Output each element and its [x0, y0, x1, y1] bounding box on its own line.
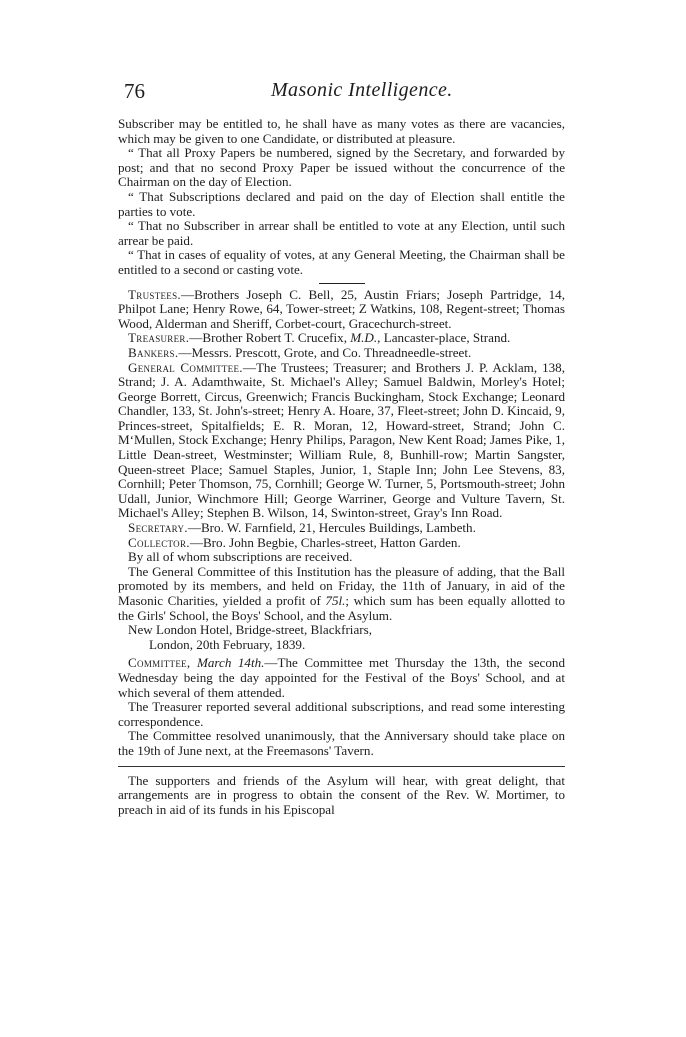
treasurer-paragraph [118, 331, 565, 346]
trustees-text: —Brothers Joseph C. Bell, 25, Austin Friars; Joseph Partridge, 14, Philpot Lane; Henry Rowe, 64, Tower-street; Z Watkins, 108, Regent-street; Thomas Wood, Alderman and Sheriff, Corbet-court, Gracechurch-street. [118, 286, 565, 331]
ball-text-end: ; which sum has been equally allotted to the Girls' School, the Boys' School, and the Asylum. [118, 593, 565, 623]
running-title: Masonic Intelligence. [271, 79, 453, 101]
trustees-paragraph [118, 288, 565, 332]
bankers-paragraph [118, 346, 565, 361]
treasurer-label: Treasurer. [128, 330, 190, 346]
collector-paragraph [118, 536, 565, 551]
ball-text: The General Committee of this Institution has the pleasure of adding, that the Ball promoted by its members, and held on Friday, the 11th of January, in aid of the Masonic Charities, yielded a profit of [118, 563, 565, 608]
anniversary-paragraph: The Committee resolved unanimously, that the Anniversary should take place on the 19th of June next, at the Freemasons' Tavern. [118, 728, 565, 758]
treasurer-degree: M.D. [350, 330, 378, 346]
rule-paragraph: “ That all Proxy Papers be numbered, signed by the Secretary, and forwarded by post; and that no second Proxy Paper be issued without the concurrence of the Chairman on the day of Election. [118, 145, 565, 190]
asylum-paragraph: The supporters and friends of the Asylum will hear, with great delight, that arrangements are in progress to obtain the consent of the Rev. W. Mortimer, to preach in aid of its funds in his Episcopal [118, 772, 565, 817]
page-number: 76 [124, 79, 145, 103]
secretary-text: —Bro. W. Farnfield, 21, Hercules Buildings, Lambeth. [187, 520, 476, 536]
treasurer-text-end: , Lancaster-place, Strand. [377, 330, 511, 346]
committee-meeting-paragraph [118, 656, 565, 700]
committee-text: —The Trustees; Treasurer; and Brothers J. P. Acklam, 138, Strand; J. A. Adamthwaite, St. Michael's Alley; Samuel Baldwin, Morley's Hotel; George Borrett, Circus, Greenwich; Francis Buckingham, Stock Exchange; Leonard Chandler, 133, St. John's-street; Henry A. Hoare, 37, Fleet-street; John D. Kincaid, 9, Princes-street, Spitalfields; E. R. Moran, 12, Howard-street, Strand; John C. M‘Mullen, Stock Exchange; Henry Philips, Paragon, New Kent Road; James Pike, 1, Little Dean-street, Westminster; William Rule, 8, Bunhill-row; Martin Sangster, Queen-street Place; Samuel Staples, Junior, 1, Staple Inn; John Lee Stevens, 83, Cornhill; Peter Thomson, 75, Cornhill; George W. Turner, 5, Portsmouth-street; John Udall, Junior, Winchmore Hill; George Warriner, George and Vulture Tavern, St. Michael's Alley; Stephen B. Wilson, 14, Swinton-street, Gray's Inn Road. [118, 359, 565, 521]
rule-paragraph: Subscriber may be entitled to, he shall have as many votes as there are vacancies, which may be given to one Candidate, or distributed at pleasure. [118, 116, 565, 146]
text-column [118, 117, 565, 817]
committee-meeting-text: —The Committee met Thursday the 13th, the second Wednesday being the day appointed for the Festival of the Boys' School, and at which several of them attended. [118, 655, 566, 700]
rule-paragraph: “ That in cases of equality of votes, at any General Meeting, the Chairman shall be entitled to a second or casting vote. [118, 247, 565, 277]
bankers-text: —Messrs. Prescott, Grote, and Co. Threadneedle-street. [178, 344, 472, 360]
trustees-label: Trustees. [128, 286, 181, 302]
secretary-paragraph [118, 521, 565, 536]
ball-paragraph [118, 565, 565, 623]
collector-text: —Bro. John Begbie, Charles-street, Hatton Garden. [189, 534, 461, 550]
section-divider [319, 283, 365, 284]
committee-meeting-date: March 14th. [196, 655, 265, 671]
running-header [124, 79, 564, 109]
ball-date: London, 20th February, 1839. [149, 636, 306, 652]
committee-label: General Committee. [128, 359, 243, 375]
collector-label: Collector. [128, 534, 190, 550]
committee-paragraph [118, 361, 565, 522]
ball-amount: 75l. [325, 593, 346, 608]
committee-meeting-label: Committee, [128, 655, 191, 671]
ball-place: New London Hotel, Bridge-street, Blackfriars, [128, 622, 372, 638]
rule-paragraph: “ That no Subscriber in arrear shall be entitled to vote at any Election, until such arrear be paid. [118, 218, 565, 248]
rule-paragraph: “ That Subscriptions declared and paid on the day of Election shall entitle the parties to vote. [118, 188, 565, 219]
bankers-label: Bankers. [128, 344, 179, 360]
treasurer-text: —Brother Robert T. Crucefix, [189, 330, 351, 346]
section-divider [118, 766, 565, 767]
secretary-label: Secretary. [128, 520, 188, 536]
treasurer-report-paragraph: The Treasurer reported several additional subscriptions, and read some interesting correspondence. [118, 699, 565, 729]
subscriptions-note: By all of whom subscriptions are received. [128, 549, 353, 565]
